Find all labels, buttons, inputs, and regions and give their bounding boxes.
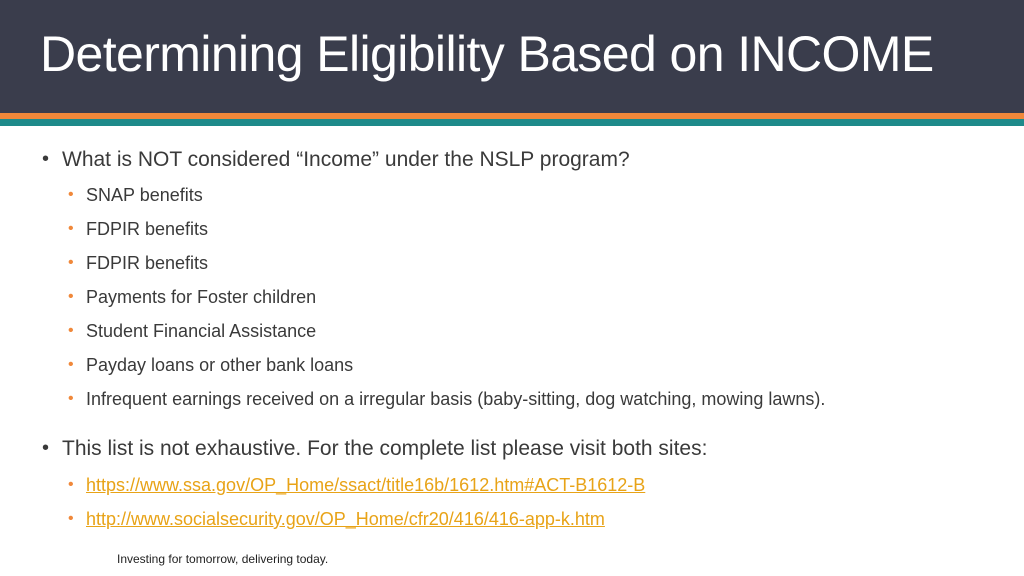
- list-item: Infrequent earnings received on a irregular basis (baby-sitting, dog watching, mowing lawns).: [86, 389, 826, 409]
- ssa-link[interactable]: https://www.ssa.gov/OP_Home/ssact/title16b/1612.htm#ACT-B1612-B: [86, 475, 646, 495]
- bullet-icon: •: [42, 148, 50, 170]
- list-item: FDPIR benefits: [86, 219, 209, 239]
- list-item: Student Financial Assistance: [86, 321, 317, 341]
- footer-tagline: Investing for tomorrow, delivering today.: [117, 552, 329, 566]
- bullet-icon: •: [68, 186, 74, 203]
- bullet-icon: •: [68, 288, 74, 305]
- bullet-icon: •: [68, 220, 74, 237]
- bullet-icon: •: [68, 390, 74, 407]
- bullet-icon: •: [68, 254, 74, 271]
- list-item: Payday loans or other bank loans: [86, 355, 354, 375]
- section2-heading: This list is not exhaustive. For the complete list please visit both sites:: [62, 437, 708, 460]
- section1-heading: What is NOT considered “Income” under the NSLP program?: [62, 148, 630, 171]
- list-item: Payments for Foster children: [86, 287, 317, 307]
- list-item: SNAP benefits: [86, 185, 203, 205]
- bullet-icon: •: [68, 356, 74, 373]
- list-item: FDPIR benefits: [86, 253, 209, 273]
- teal-accent-stripe: [0, 119, 1024, 126]
- slide-title: Determining Eligibility Based on INCOME: [40, 26, 934, 82]
- socialsecurity-link[interactable]: http://www.socialsecurity.gov/OP_Home/cfr20/416/416-app-k.htm: [86, 509, 605, 529]
- bullet-icon: •: [68, 510, 74, 527]
- bullet-icon: •: [42, 437, 50, 459]
- bullet-icon: •: [68, 322, 74, 339]
- bullet-icon: •: [68, 476, 74, 493]
